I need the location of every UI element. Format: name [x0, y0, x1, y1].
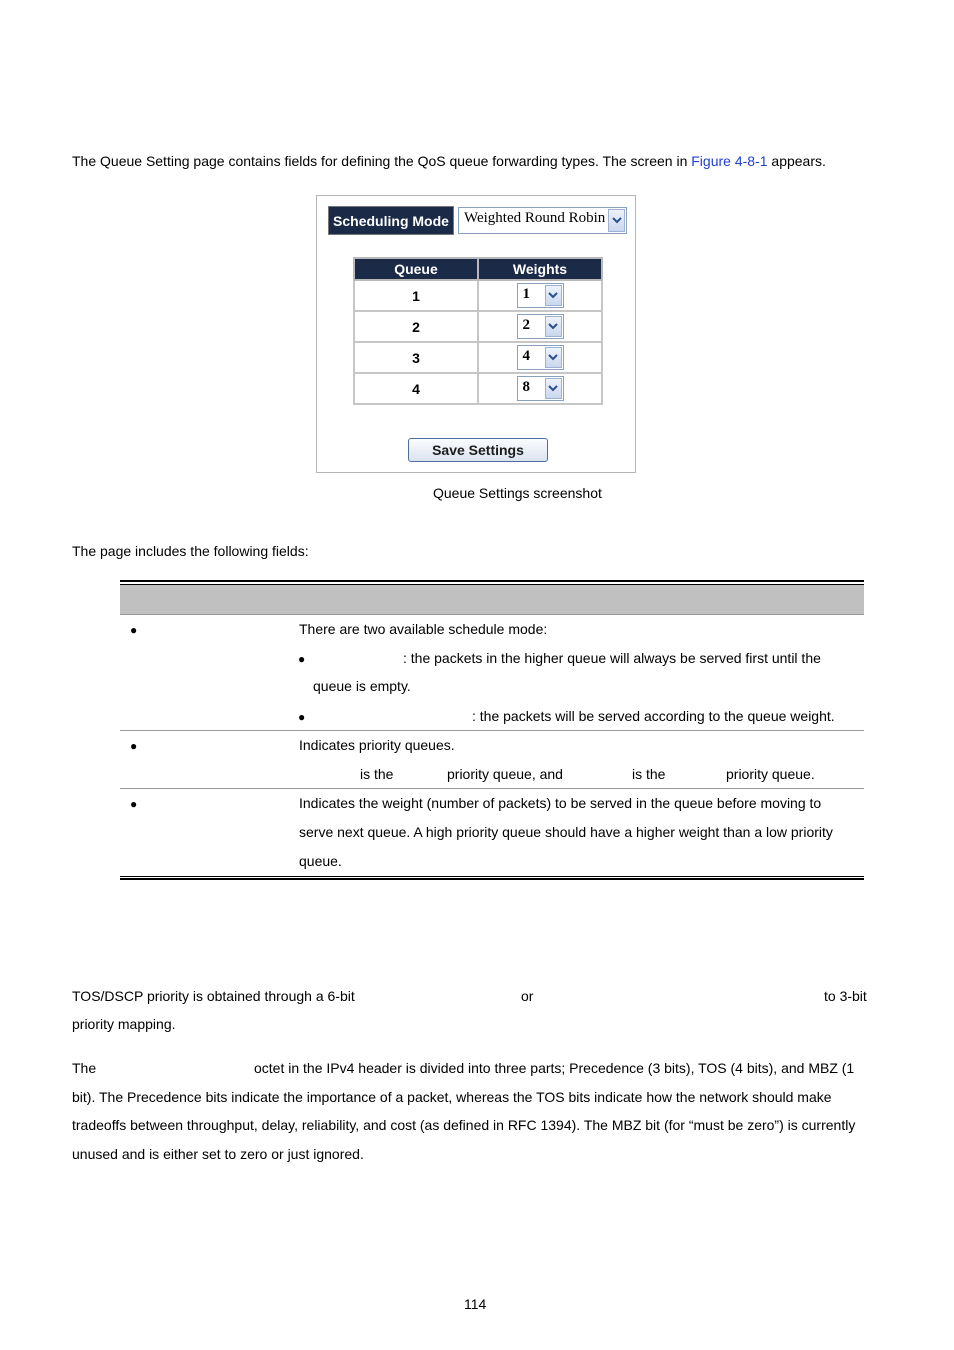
- tos-text: TOS/DSCP priority is obtained through a 6-bit: [72, 988, 355, 1004]
- table-top-rule: [120, 580, 864, 582]
- bullet-icon: ●: [130, 797, 138, 811]
- weight-value: 8: [522, 379, 530, 395]
- mode-sp-text: : the packets in the higher queue will always be served first until the: [403, 650, 821, 666]
- table-bottom-rule: [120, 878, 864, 880]
- tos-paragraph: bit). The Precedence bits indicate the importance of a packet, whereas the TOS bits indicate how the network should make: [72, 1089, 832, 1105]
- bullet-icon: ●: [130, 623, 138, 637]
- intro-paragraph: [72, 153, 826, 169]
- chevron-down-icon: [545, 285, 562, 306]
- queue-text-part: is the: [360, 766, 394, 782]
- table-row: [354, 373, 602, 404]
- fields-intro: The page includes the following fields:: [72, 543, 309, 559]
- table-header-band: [120, 585, 864, 614]
- weight-select[interactable]: [517, 345, 564, 370]
- weight-cell: [478, 342, 602, 373]
- figure-caption: Queue Settings screenshot: [433, 485, 602, 501]
- weight-cell: [478, 373, 602, 404]
- bullet-icon: ●: [298, 652, 306, 666]
- queue-text-part: is the: [632, 766, 666, 782]
- weight-value: 2: [522, 317, 530, 333]
- weight-value: 1: [522, 286, 530, 302]
- scheduling-mode-label: Scheduling Mode: [328, 206, 454, 235]
- chevron-down-icon: [545, 347, 562, 368]
- queue-cell: 4: [354, 373, 478, 404]
- divider: [120, 614, 864, 615]
- tos-text: priority mapping.: [72, 1016, 176, 1032]
- divider: [120, 788, 864, 789]
- queue-column-header: Queue: [354, 258, 478, 280]
- weight-value: 4: [522, 348, 530, 364]
- save-settings-button[interactable]: Save Settings: [408, 438, 548, 462]
- weight-description: Indicates the weight (number of packets) to be served in the queue before moving to: [299, 795, 822, 811]
- scheduling-mode-value: Weighted Round Robin: [464, 210, 606, 226]
- intro-text: The Queue Setting page contains fields for defining the QoS queue forwarding types. The screen in: [72, 153, 692, 169]
- table-row: [354, 280, 602, 311]
- bullet-icon: ●: [130, 739, 138, 753]
- queue-cell: 3: [354, 342, 478, 373]
- intro-text-end: appears.: [767, 153, 826, 169]
- table-row: [354, 311, 602, 342]
- weight-description-end: queue.: [299, 853, 342, 869]
- table-bottom-rule-thin: [120, 876, 864, 877]
- queue-weights-table: [353, 257, 603, 405]
- tos-text: or: [521, 988, 534, 1004]
- scheduling-mode-select[interactable]: [458, 207, 627, 234]
- figure-link[interactable]: Figure 4-8-1: [691, 153, 768, 169]
- mode-description: There are two available schedule mode:: [299, 621, 548, 637]
- queue-cell: 1: [354, 280, 478, 311]
- mode-sp-text-cont: queue is empty.: [313, 678, 411, 694]
- weights-column-header: Weights: [478, 258, 602, 280]
- queue-cell: 2: [354, 311, 478, 342]
- weight-cell: [478, 280, 602, 311]
- tos-paragraph: The: [72, 1060, 97, 1076]
- tos-text: to 3-bit: [824, 988, 867, 1004]
- weight-select[interactable]: [517, 314, 564, 339]
- mode-wrr-text: : the packets will be served according to the queue weight.: [472, 708, 835, 724]
- weight-cell: [478, 311, 602, 342]
- divider: [120, 730, 864, 731]
- table-header-row: [354, 258, 602, 280]
- tos-paragraph: unused and is either set to zero or just ignored.: [72, 1146, 364, 1162]
- chevron-down-icon: [608, 209, 625, 232]
- weight-select[interactable]: [517, 283, 564, 308]
- queue-settings-screenshot: [316, 195, 636, 473]
- chevron-down-icon: [545, 378, 562, 399]
- tos-paragraph: octet in the IPv4 header is divided into three parts; Precedence (3 bits), TOS (4 bits), and MBZ (1: [254, 1060, 855, 1076]
- chevron-down-icon: [545, 316, 562, 337]
- page-number: 114: [464, 1296, 487, 1312]
- weight-select[interactable]: [517, 376, 564, 401]
- tos-paragraph: tradeoffs between throughput, delay, reliability, and cost (as defined in RFC 1394). The MBZ bit (for “must be zero”) is currently: [72, 1117, 856, 1133]
- weight-description-cont: serve next queue. A high priority queue should have a higher weight than a low priority: [299, 824, 833, 840]
- queue-text-part: priority queue, and: [447, 766, 563, 782]
- table-row: [354, 342, 602, 373]
- bullet-icon: ●: [298, 710, 306, 724]
- queue-description: Indicates priority queues.: [299, 737, 455, 753]
- queue-text-part: priority queue.: [726, 766, 815, 782]
